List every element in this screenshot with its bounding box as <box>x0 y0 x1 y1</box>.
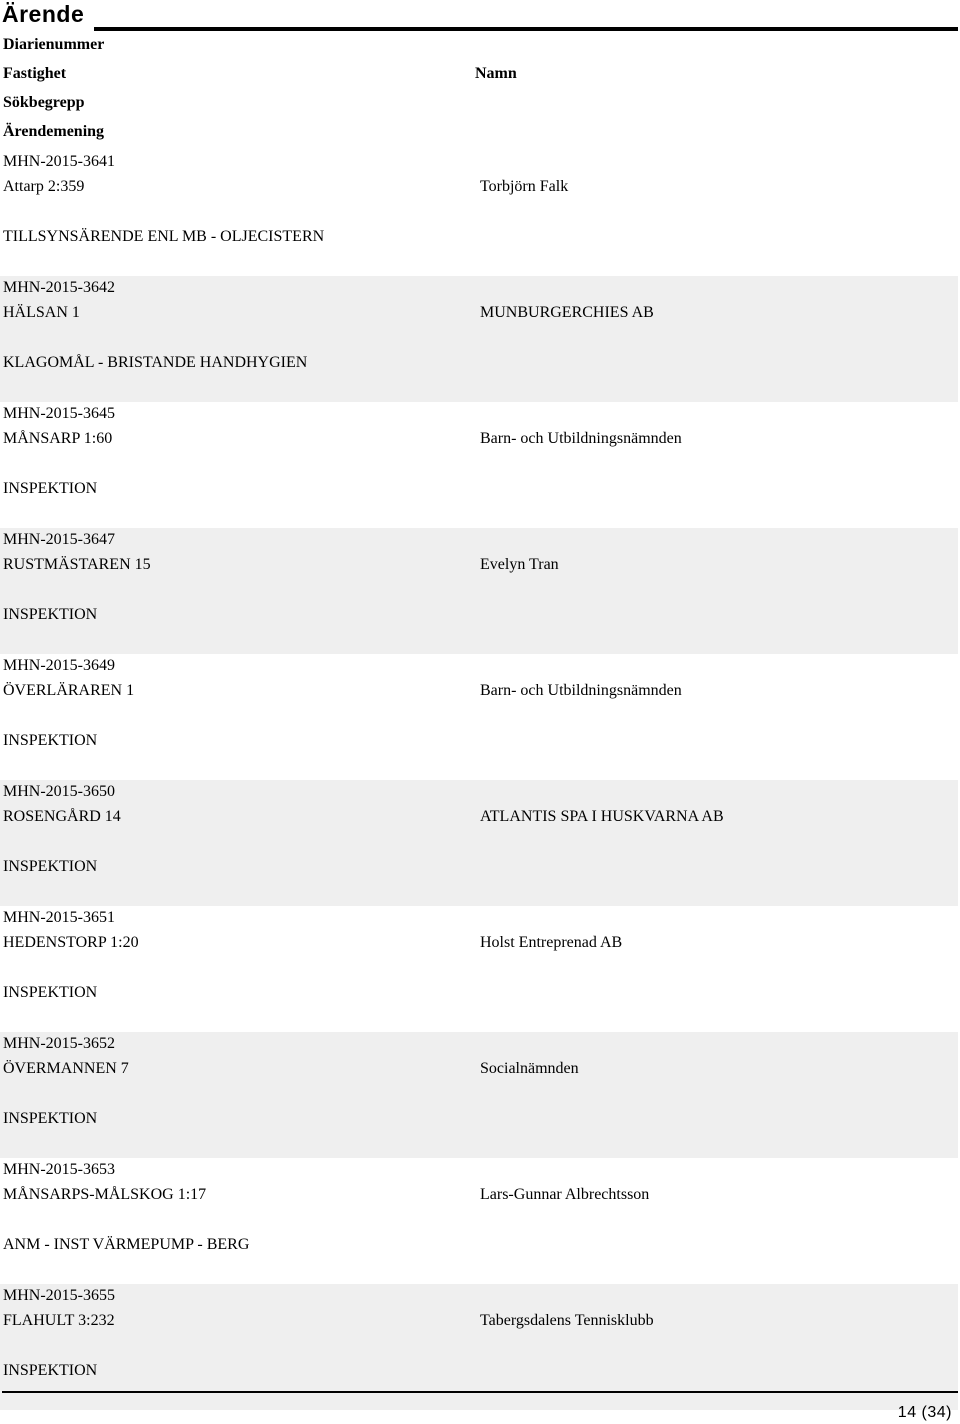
case-arendemening: INSPEKTION <box>3 1110 98 1127</box>
case-fastighet: ÖVERLÄRAREN 1 <box>3 682 135 699</box>
case-diarienummer: MHN-2015-3642 <box>3 279 115 296</box>
case-arendemening: INSPEKTION <box>3 732 98 749</box>
case-row <box>0 654 958 780</box>
header-namn: Namn <box>475 65 517 82</box>
case-row <box>0 906 958 1032</box>
case-row <box>0 1158 958 1284</box>
case-fastighet: MÅNSARPS-MÅLSKOG 1:17 <box>3 1186 207 1203</box>
case-row <box>0 150 958 276</box>
case-fastighet: FLAHULT 3:232 <box>3 1312 115 1329</box>
case-namn: Evelyn Tran <box>480 556 559 573</box>
case-namn: Barn- och Utbildningsnämnden <box>480 430 682 447</box>
case-arendemening: KLAGOMÅL - BRISTANDE HANDHYGIEN <box>3 354 308 371</box>
case-diarienummer: MHN-2015-3652 <box>3 1035 115 1052</box>
case-row <box>0 402 958 528</box>
case-list <box>0 150 958 1410</box>
case-namn: Torbjörn Falk <box>480 178 569 195</box>
case-fastighet: ÖVERMANNEN 7 <box>3 1060 129 1077</box>
case-arendemening: INSPEKTION <box>3 480 98 497</box>
case-diarienummer: MHN-2015-3651 <box>3 909 115 926</box>
case-diarienummer: MHN-2015-3653 <box>3 1161 115 1178</box>
case-row <box>0 1032 958 1158</box>
case-namn: ATLANTIS SPA I HUSKVARNA AB <box>480 808 724 825</box>
case-fastighet: MÅNSARP 1:60 <box>3 430 113 447</box>
page-number: 14 (34) <box>897 1404 952 1421</box>
case-arendemening: INSPEKTION <box>3 984 98 1001</box>
case-namn: MUNBURGERCHIES AB <box>480 304 654 321</box>
header-arendemening: Ärendemening <box>3 123 105 140</box>
case-diarienummer: MHN-2015-3655 <box>3 1287 115 1304</box>
case-arendemening: INSPEKTION <box>3 1362 98 1379</box>
case-fastighet: RUSTMÄSTAREN 15 <box>3 556 151 573</box>
title-rule <box>94 27 958 31</box>
header-sokbegrepp: Sökbegrepp <box>3 94 85 111</box>
case-diarienummer: MHN-2015-3649 <box>3 657 115 674</box>
case-arendemening: ANM - INST VÄRMEPUMP - BERG <box>3 1236 250 1253</box>
case-diarienummer: MHN-2015-3647 <box>3 531 115 548</box>
case-diarienummer: MHN-2015-3645 <box>3 405 115 422</box>
case-namn: Holst Entreprenad AB <box>480 934 623 951</box>
document-title: Ärende <box>2 1 85 27</box>
case-row <box>0 528 958 654</box>
case-diarienummer: MHN-2015-3641 <box>3 153 115 170</box>
case-namn: Tabergsdalens Tennisklubb <box>480 1312 654 1329</box>
case-arendemening: TILLSYNSÄRENDE ENL MB - OLJECISTERN <box>3 228 325 245</box>
case-namn: Socialnämnden <box>480 1060 579 1077</box>
header-fastighet: Fastighet <box>3 65 67 82</box>
case-fastighet: HÄLSAN 1 <box>3 304 80 321</box>
header-diarienummer: Diarienummer <box>3 36 105 53</box>
case-arendemening: INSPEKTION <box>3 606 98 623</box>
case-row <box>0 780 958 906</box>
case-namn: Lars-Gunnar Albrechtsson <box>480 1186 650 1203</box>
case-namn: Barn- och Utbildningsnämnden <box>480 682 682 699</box>
case-fastighet: Attarp 2:359 <box>3 178 85 195</box>
case-diarienummer: MHN-2015-3650 <box>3 783 115 800</box>
case-row <box>0 276 958 402</box>
case-fastighet: ROSENGÅRD 14 <box>3 808 121 825</box>
case-arendemening: INSPEKTION <box>3 858 98 875</box>
case-fastighet: HEDENSTORP 1:20 <box>3 934 139 951</box>
footer-rule <box>2 1391 958 1393</box>
